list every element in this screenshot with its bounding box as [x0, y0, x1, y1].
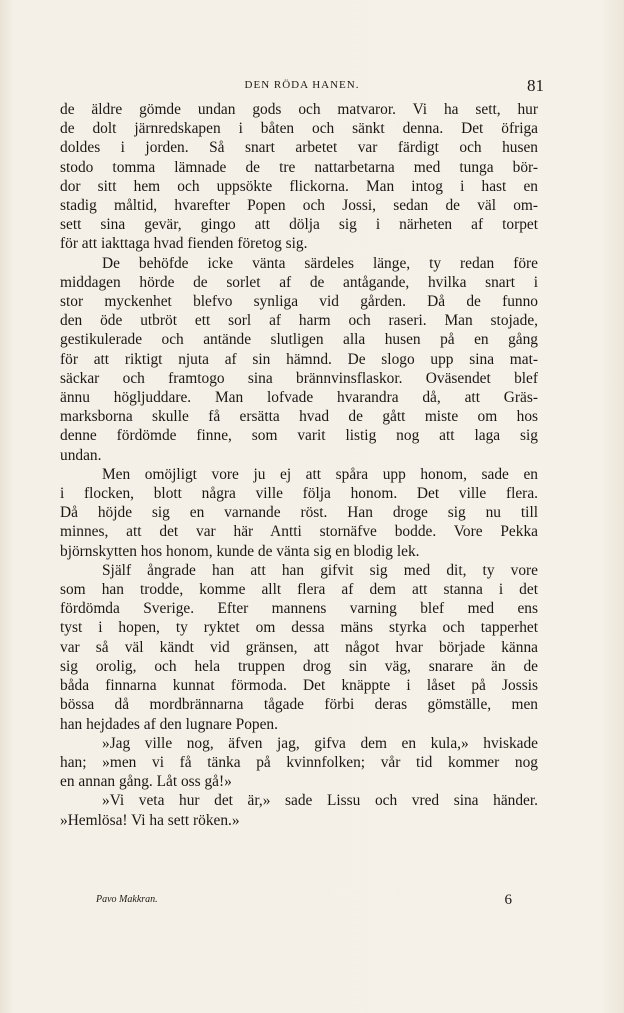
- text-line: gestikulerade och antände slutligen alla husen på en gång: [60, 331, 538, 349]
- text-line: björnskytten hos honom, kunde de vänta sig en blodig lek.: [60, 542, 420, 560]
- paragraph: [60, 254, 538, 465]
- text-line: stadig måltid, hvarefter Popen och Jossi, sedan de väl om-: [60, 197, 538, 215]
- paragraph: [60, 100, 538, 254]
- paragraph: [60, 561, 538, 734]
- text-line: han hejdades af den lugnare Popen.: [60, 715, 278, 733]
- text-line: Men omöjligt vore ju ej att spåra upp honom, sade en: [102, 465, 538, 483]
- text-line: »Hemlösa! Vi ha sett röken.»: [60, 811, 240, 829]
- text-line: dor sitt hem och uppsökte flickorna. Man intog i hast en: [60, 177, 538, 195]
- text-line: för att riktigt njuta af sin hämnd. De slogo upp sina mat-: [60, 350, 538, 368]
- printer-signature: Pavo Makkran.: [96, 894, 158, 905]
- running-head: DEN RÖDA HANEN.: [244, 79, 360, 91]
- text-line: minnes, att det var här Antti stornäfve bodde. Vore Pekka: [60, 523, 538, 541]
- text-line: »Vi veta hur det är,» sade Lissu och vred sina händer.: [102, 792, 538, 810]
- text-line: de äldre gömde undan gods och matvaror. Vi ha sett, hur: [60, 101, 538, 118]
- text-line: bössa då mordbrännarna tågade förbi deras gömställe, men: [60, 696, 538, 714]
- text-line: stodo tomma lämnade de tre nattarbetarna med tunga bör-: [60, 158, 538, 176]
- text-line: »Jag ville nog, äfven jag, gifva dem en kula,» hviskade: [102, 734, 538, 752]
- text-line: middagen hörde de sorlet af de antågande, hvilka snart i: [60, 273, 538, 291]
- text-line: Själf ångrade han att han gifvit sig med dit, ty vore: [102, 561, 538, 579]
- text-line: doldes i jorden. Så snart arbetet var färdigt och husen: [60, 139, 538, 157]
- text-line: båda finnarna kunnat förmoda. Det knäppte i låset på Jossis: [60, 677, 538, 695]
- page-footer: [96, 890, 516, 912]
- text-line: sett sina gevär, gingo att dölja sig i närheten af torpet: [60, 216, 538, 234]
- text-line: han; »men vi få tänka på kvinnfolken; vår tid kommer nog: [60, 753, 538, 771]
- text-line: denne fördömde finne, som varit listig nog att laga sig: [60, 427, 538, 445]
- page-header: [60, 76, 544, 96]
- text-line: som han trodde, komme allt flera af dem att stanna i det: [60, 581, 538, 599]
- text-line: undan.: [60, 446, 102, 464]
- text-line: för att iakttaga hvad fienden företog sig.: [60, 235, 308, 253]
- page-number: 81: [527, 76, 544, 95]
- text-line: ännu högljuddare. Man lofvade hvarandra då, att Gräs-: [60, 389, 538, 407]
- text-line: stor myckenhet blefvo synliga vid gården. Då de funno: [60, 293, 538, 311]
- paragraph: [60, 734, 538, 792]
- text-line: marksborna skulle få ersätta hvad de gått miste om hos: [60, 408, 538, 426]
- paragraph: [60, 465, 538, 561]
- paragraph: [60, 791, 538, 829]
- text-line: Då höjde sig en varnande röst. Han droge sig nu till: [60, 504, 538, 522]
- text-line: tyst i hopen, ty ryktet om dessa mäns styrka och tapperhet: [60, 619, 538, 637]
- text-line: de dolt järnredskapen i båten och sänkt denna. Det öfriga: [60, 120, 538, 138]
- text-line: De behöfde icke vänta särdeles länge, ty redan före: [102, 254, 538, 272]
- text-line: fördömda Sverige. Efter mannens varning blef med ens: [60, 600, 538, 618]
- sheet-number: 6: [504, 892, 512, 908]
- text-line: i flocken, blott några ville följa honom. Det ville flera.: [60, 485, 538, 503]
- text-line: en annan gång. Låt oss gå!»: [60, 773, 232, 791]
- text-line: var så väl kändt vid gränsen, att något hvar började känna: [60, 638, 538, 656]
- text-line: säckar och framtogo sina brännvinsflaskor. Oväsendet blef: [60, 369, 538, 387]
- body-text: [60, 100, 538, 830]
- text-line: den öde utbröt ett sorl af harm och raseri. Man stojade,: [60, 312, 538, 330]
- text-line: sig orolig, och hela truppen drog sin väg, snarare än de: [60, 657, 538, 675]
